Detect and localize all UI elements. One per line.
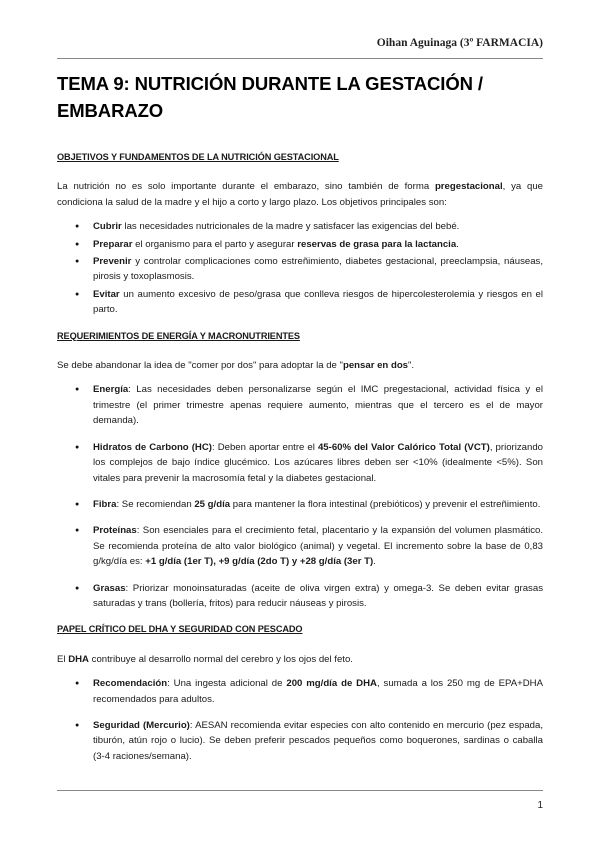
text-run: un aumento excesivo de peso/grasa que conlleva riesgos de hipercolesterolemia y riesgos en el parto. <box>93 288 543 316</box>
bold-text: Preparar <box>93 238 133 250</box>
text-run: contribuye al desarrollo normal del cerebro y los ojos del feto. <box>89 653 353 665</box>
text-run: : Una ingesta adicional de <box>167 678 287 690</box>
bold-text: Prevenir <box>93 256 132 268</box>
paragraph-objetivos-intro <box>57 179 543 210</box>
paragraph-dha-intro <box>57 652 543 667</box>
dha-list <box>57 676 543 764</box>
list-item-recomendacion <box>57 676 543 707</box>
text-run: : Se recomiendan <box>116 498 195 510</box>
section-heading-requerimientos: REQUERIMIENTOS DE ENERGÍA Y MACRONUTRIENTES <box>57 330 300 341</box>
text-run: para mantener la flora intestinal (prebióticos) y prevenir el estreñimiento. <box>230 498 541 510</box>
bold-text: pregestacional <box>434 181 503 193</box>
list-item-proteinas <box>57 523 543 569</box>
section-heading-dha: PAPEL CRÍTICO DEL DHA Y SEGURIDAD CON PESCADO <box>57 624 303 635</box>
list-item-fibra <box>57 497 543 512</box>
bold-text: Energía <box>93 384 129 396</box>
footer-divider <box>57 790 543 791</box>
bold-text: DHA <box>68 653 89 665</box>
page-title: TEMA 9: NUTRICIÓN DURANTE LA GESTACIÓN / EMBARAZO <box>57 73 483 121</box>
text-run: Se debe abandonar la idea de "comer por dos" para adoptar la de " <box>57 360 343 372</box>
bold-text: +1 g/día (1er T), +9 g/día (2do T) y +28 g/día (3er T) <box>145 556 374 568</box>
text-run: , sumada a los 250 mg de EPA+DHA recomendados para adultos. <box>93 678 544 705</box>
bold-text: Cubrir <box>93 221 122 233</box>
list-item-energia <box>57 382 543 428</box>
bold-text: reservas de grasa para la lactancia <box>297 238 457 250</box>
bold-text: Fibra <box>93 498 117 510</box>
page-number: 1 <box>537 800 543 811</box>
text-run: : Las necesidades deben personalizarse según el IMC pregestacional, actividad física y el trimestre (el primer trimestre apenas requiere aumento, mientras que el tercero es el de mayor demanda). <box>93 384 543 427</box>
text-run: . <box>456 238 459 250</box>
bold-text: Seguridad (Mercurio) <box>93 719 190 731</box>
text-run: y controlar complicaciones como estreñimiento, diabetes gestacional, preeclampsia, náuseas, pirosis y toxoplasmosis. <box>93 256 543 283</box>
bold-text: 45-60% del Valor Calórico Total (VCT) <box>317 441 490 453</box>
text-run: . <box>373 556 376 568</box>
text-run: las necesidades nutricionales de la madre y satisfacer las exigencias del bebé. <box>121 221 460 233</box>
page-header: Oihan Aguinaga (3º FARMACIA) <box>376 37 543 49</box>
text-run: el organismo para el parto y asegurar <box>132 238 298 250</box>
paragraph-requerimientos-intro <box>57 358 543 373</box>
text-run: : AESAN recomienda evitar especies con alto contenido en mercurio (pez espada, tiburón, atún rojo o lucio). Se deben preferir pescados pequeños como boquerones, sardinas o caballa (3-4 raciones/semana). <box>93 719 543 762</box>
list-item <box>57 237 543 252</box>
list-item-seguridad <box>57 718 543 764</box>
list-item-hidratos <box>57 440 543 486</box>
text-run: El <box>57 653 69 665</box>
bold-text: Recomendación <box>93 678 168 690</box>
text-run: : Priorizar monoinsaturadas (aceite de oliva virgen extra) y omega-3. Se deben evitar grasas saturadas y trans (bollería, fritos) para reducir náuseas y pirosis. <box>93 582 543 609</box>
list-item <box>57 219 543 234</box>
macronutrientes-list <box>57 382 543 611</box>
text-run: , priorizando los complejos de bajo índice glucémico. Los azúcares libres deben ser <10% (idealmente <5%). Son vitales para prevenir la macrosomía fetal y la diabetes gestacional. <box>93 441 544 484</box>
text-run: ". <box>408 360 415 372</box>
objetivos-list <box>57 219 543 317</box>
bold-text: 200 mg/día de DHA <box>286 678 377 690</box>
bold-text: Proteínas <box>93 525 137 537</box>
bold-text: Grasas <box>93 582 126 594</box>
bold-text: pensar en dos <box>342 360 409 372</box>
list-item-grasas <box>57 581 543 612</box>
bold-text: Evitar <box>93 288 120 300</box>
text-run: : Son esenciales para el crecimiento fetal, placentario y la expansión del volumen plasmático. Se recomienda proteína de alto valor biológico (animal) y vegetal. El incremento sobre la base de 0,83 g/kg/día es: <box>93 525 543 568</box>
bold-text: Hidratos de Carbono (HC) <box>93 441 212 453</box>
list-item <box>57 254 543 285</box>
header-divider <box>57 58 543 59</box>
text-run: La nutrición no es solo importante durante el embarazo, sino también de forma <box>57 181 435 193</box>
bold-text: 25 g/día <box>194 498 231 510</box>
text-run: : Deben aportar entre el <box>211 441 318 453</box>
document-body <box>57 150 543 775</box>
section-heading-objetivos: OBJETIVOS Y FUNDAMENTOS DE LA NUTRICIÓN GESTACIONAL <box>57 152 339 162</box>
text-run: , ya que condiciona la salud de la madre y el hijo a corto y largo plazo. Los objetivos principales son: <box>57 181 544 208</box>
list-item <box>57 287 543 318</box>
